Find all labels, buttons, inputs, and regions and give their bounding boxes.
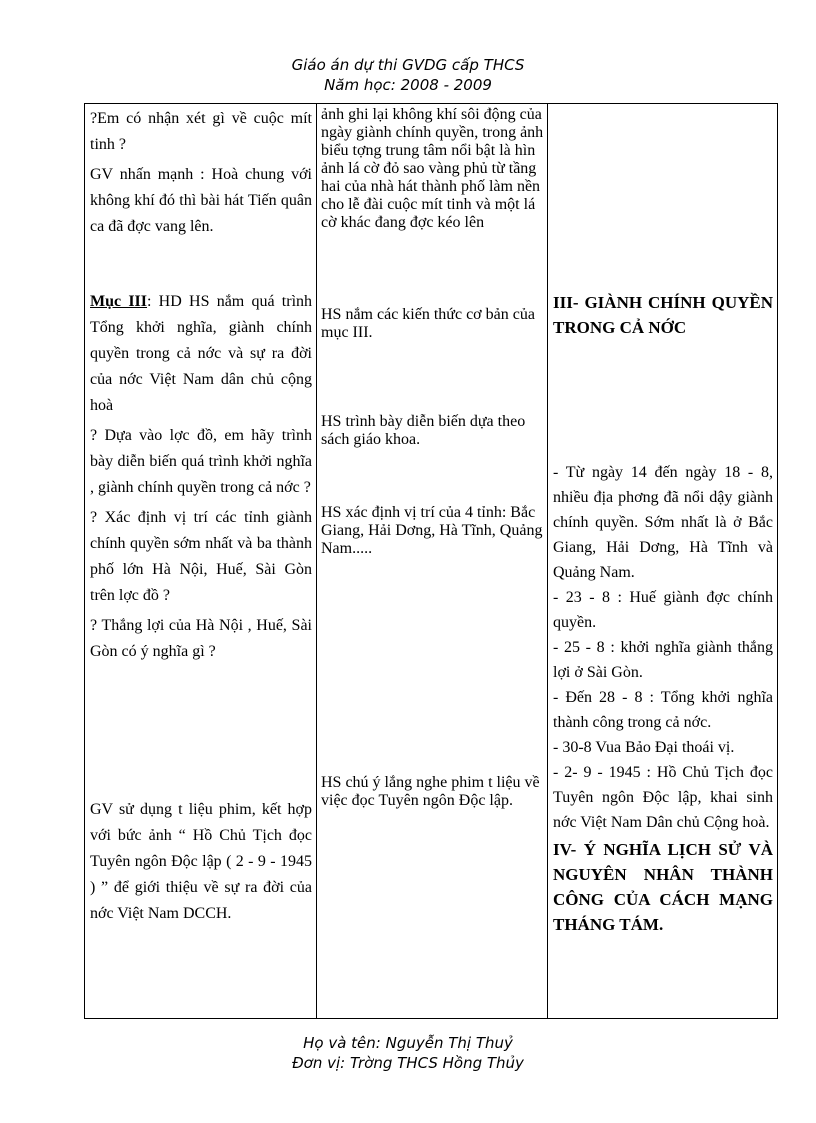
footer-name: Họ và tên: Nguyễn Thị Thuỷ: [303, 1034, 513, 1052]
section-iii-intro: [90, 289, 312, 419]
left-block-1: [90, 106, 312, 244]
middle-activity-1: HS nắm các kiến thức cơ bản của mục III.: [321, 306, 535, 341]
left-block-2: [90, 289, 312, 669]
middle-activity-2: HS trình bày diễn biến dựa theo sách giáo khoa.: [321, 413, 526, 448]
event-list-item: - 23 - 8 : Huế giành đợc chính quyền.: [553, 589, 773, 631]
column-divider-2: [547, 104, 548, 1018]
right-content: [553, 460, 773, 937]
lesson-table: [84, 103, 778, 1019]
footer-unit: Đơn vị: Trờng THCS Hồng Thủy: [292, 1054, 524, 1072]
middle-photo-description: ảnh ghi lại không khí sôi động của ngày giành chính quyền, trong ảnh biểu tợng trung tâm nổi bật là hìn ảnh lá cờ đỏ sao vàng phủ từ tầng hai của nhà hát thành phố làm nền cho lễ đài cuộc mít tinh và một lá cờ khác đang đợc kéo lên: [321, 106, 544, 231]
header-line-1: Giáo án dự thi GVDG cấp THCS: [291, 56, 525, 74]
event-list-item: - 25 - 8 : khởi nghĩa giành thắng lợi ở Sài Gòn.: [553, 639, 773, 681]
right-heading-iii: III- GIÀNH CHÍNH QUYỀN TRONG CẢ NỚC: [553, 293, 773, 337]
left-block-3: [90, 797, 312, 931]
column-divider-1: [316, 104, 317, 1018]
middle-activity-4: HS chú ý lắng nghe phim t liệu về việc đọc Tuyên ngôn Độc lập.: [321, 774, 540, 809]
middle-activity-3: HS xác định vị trí của 4 tỉnh: Bắc Giang, Hải Dơng, Hà Tĩnh, Quảng Nam.....: [321, 504, 543, 557]
event-list-item: - 30-8 Vua Bảo Đại thoái vị.: [553, 739, 735, 756]
teacher-note-film: GV sử dụng t liệu phim, kết hợp với bức ảnh “ Hồ Chủ Tịch đọc Tuyên ngôn Độc lập ( 2 - 9 - 1945 ) ” để giới thiệu về sự ra đời của nớc Việt Nam DCCH.: [90, 801, 312, 922]
question-significance: ? Thắng lợi của Hà Nội , Huế, Sài Gòn có ý nghĩa gì ?: [90, 617, 312, 660]
event-list-item: - Đến 28 - 8 : Tổng khởi nghĩa thành công trong cả nớc.: [553, 689, 773, 731]
right-heading-iv: IV- Ý NGHĨA LỊCH SỬ VÀ NGUYÊN NHÂN THÀNH CÔNG CỦA CÁCH MẠNG THÁNG TÁM.: [553, 840, 773, 934]
question-locate-provinces: ? Xác định vị trí các tỉnh giành chính quyền sớm nhất và ba thành phố lớn Hà Nội, Huế, Sài Gòn trên lợc đồ ?: [90, 509, 312, 604]
section-iii-label: Mục III: [90, 293, 148, 310]
event-list-item: - Từ ngày 14 đến ngày 18 - 8, nhiều địa phơng đã nổi dậy giành chính quyền. Sớm nhất là ở Bắc Giang, Hải Dơng, Hà Tĩnh và Quảng Nam.: [553, 464, 773, 581]
header-line-2: Năm học: 2008 - 2009: [324, 76, 492, 94]
teacher-note-anthem: GV nhấn mạnh : Hoà chung với không khí đó thì bài hát Tiến quân ca đã đợc vang lên.: [90, 166, 312, 235]
section-iii-text: : HD HS nắm quá trình Tổng khởi nghĩa, giành chính quyền trong cả nớc và sự ra đời của nớc Việt Nam dân chủ cộng hoà: [90, 293, 313, 414]
event-list-item: - 2- 9 - 1945 : Hồ Chủ Tịch đọc Tuyên ngôn Độc lập, khai sinh nớc Việt Nam Dân chủ Cộng hoà.: [553, 764, 773, 831]
question-rally: ?Em có nhận xét gì về cuộc mít tinh ?: [90, 110, 312, 153]
question-map-progress: ? Dựa vào lợc đồ, em hãy trình bày diễn biến quá trình khởi nghĩa , giành chính quyền trong cả nớc ?: [90, 427, 312, 496]
